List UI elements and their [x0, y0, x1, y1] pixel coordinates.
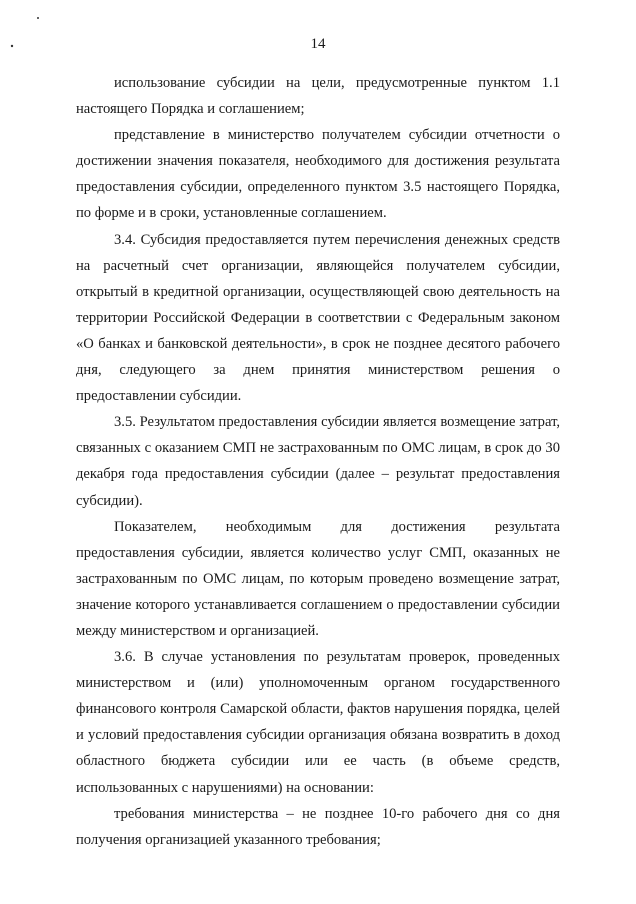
- paragraph: Показателем, необходимым для достижения результата предоставления субсидии, является количество услуг СМП, оказанных не застрахованным по ОМС лицам, по которым проведено возмещение затрат, значение которого устанавливается соглашением о предоставлении субсидии между министерством и организацией.: [76, 518, 560, 639]
- speck: [37, 17, 39, 19]
- paragraph: представление в министерство получателем субсидии отчетности о достижении значения показателя, необходимого для достижения результата предоставления субсидии, определенного пунктом 3.5 настоящего Порядка, по форме и в сроки, установленные соглашением.: [76, 127, 560, 222]
- paragraph: 3.4. Субсидия предоставляется путем перечисления денежных средств на расчетный счет организации, являющейся получателем субсидии, открытый в кредитной организации, осуществляющей свою деятельность на территории Российской Федерации в соответствии с Федеральным законом «О банках и банковской деятельности», в срок не позднее десятого рабочего дня, следующего за днем принятия министерством решения о предоставлении субсидии.: [76, 231, 560, 405]
- paragraph: использование субсидии на цели, предусмотренные пунктом 1.1 настоящего Порядка и соглашением;: [76, 75, 560, 118]
- paragraph: требования министерства – не позднее 10-го рабочего дня со дня получения организацией указанного требования;: [76, 805, 560, 848]
- paragraph: 3.6. В случае установления по результатам проверок, проведенных министерством и (или) уполномоченным органом государственного финансового контроля Самарской области, фактов нарушения порядка, целей и условий предоставления субсидии организация обязана возвратить в доход областного бюджета субсидии или ее часть (в объеме средств, использованных с нарушениями) на основании:: [76, 649, 560, 796]
- paragraph: 3.5. Результатом предоставления субсидии является возмещение затрат, связанных с оказанием СМП не застрахованным по ОМС лицам, в срок до 30 декабря года предоставления субсидии (далее – результат предоставления субсидии).: [76, 414, 560, 509]
- document-body: [76, 70, 560, 853]
- page-number: 14: [310, 36, 326, 52]
